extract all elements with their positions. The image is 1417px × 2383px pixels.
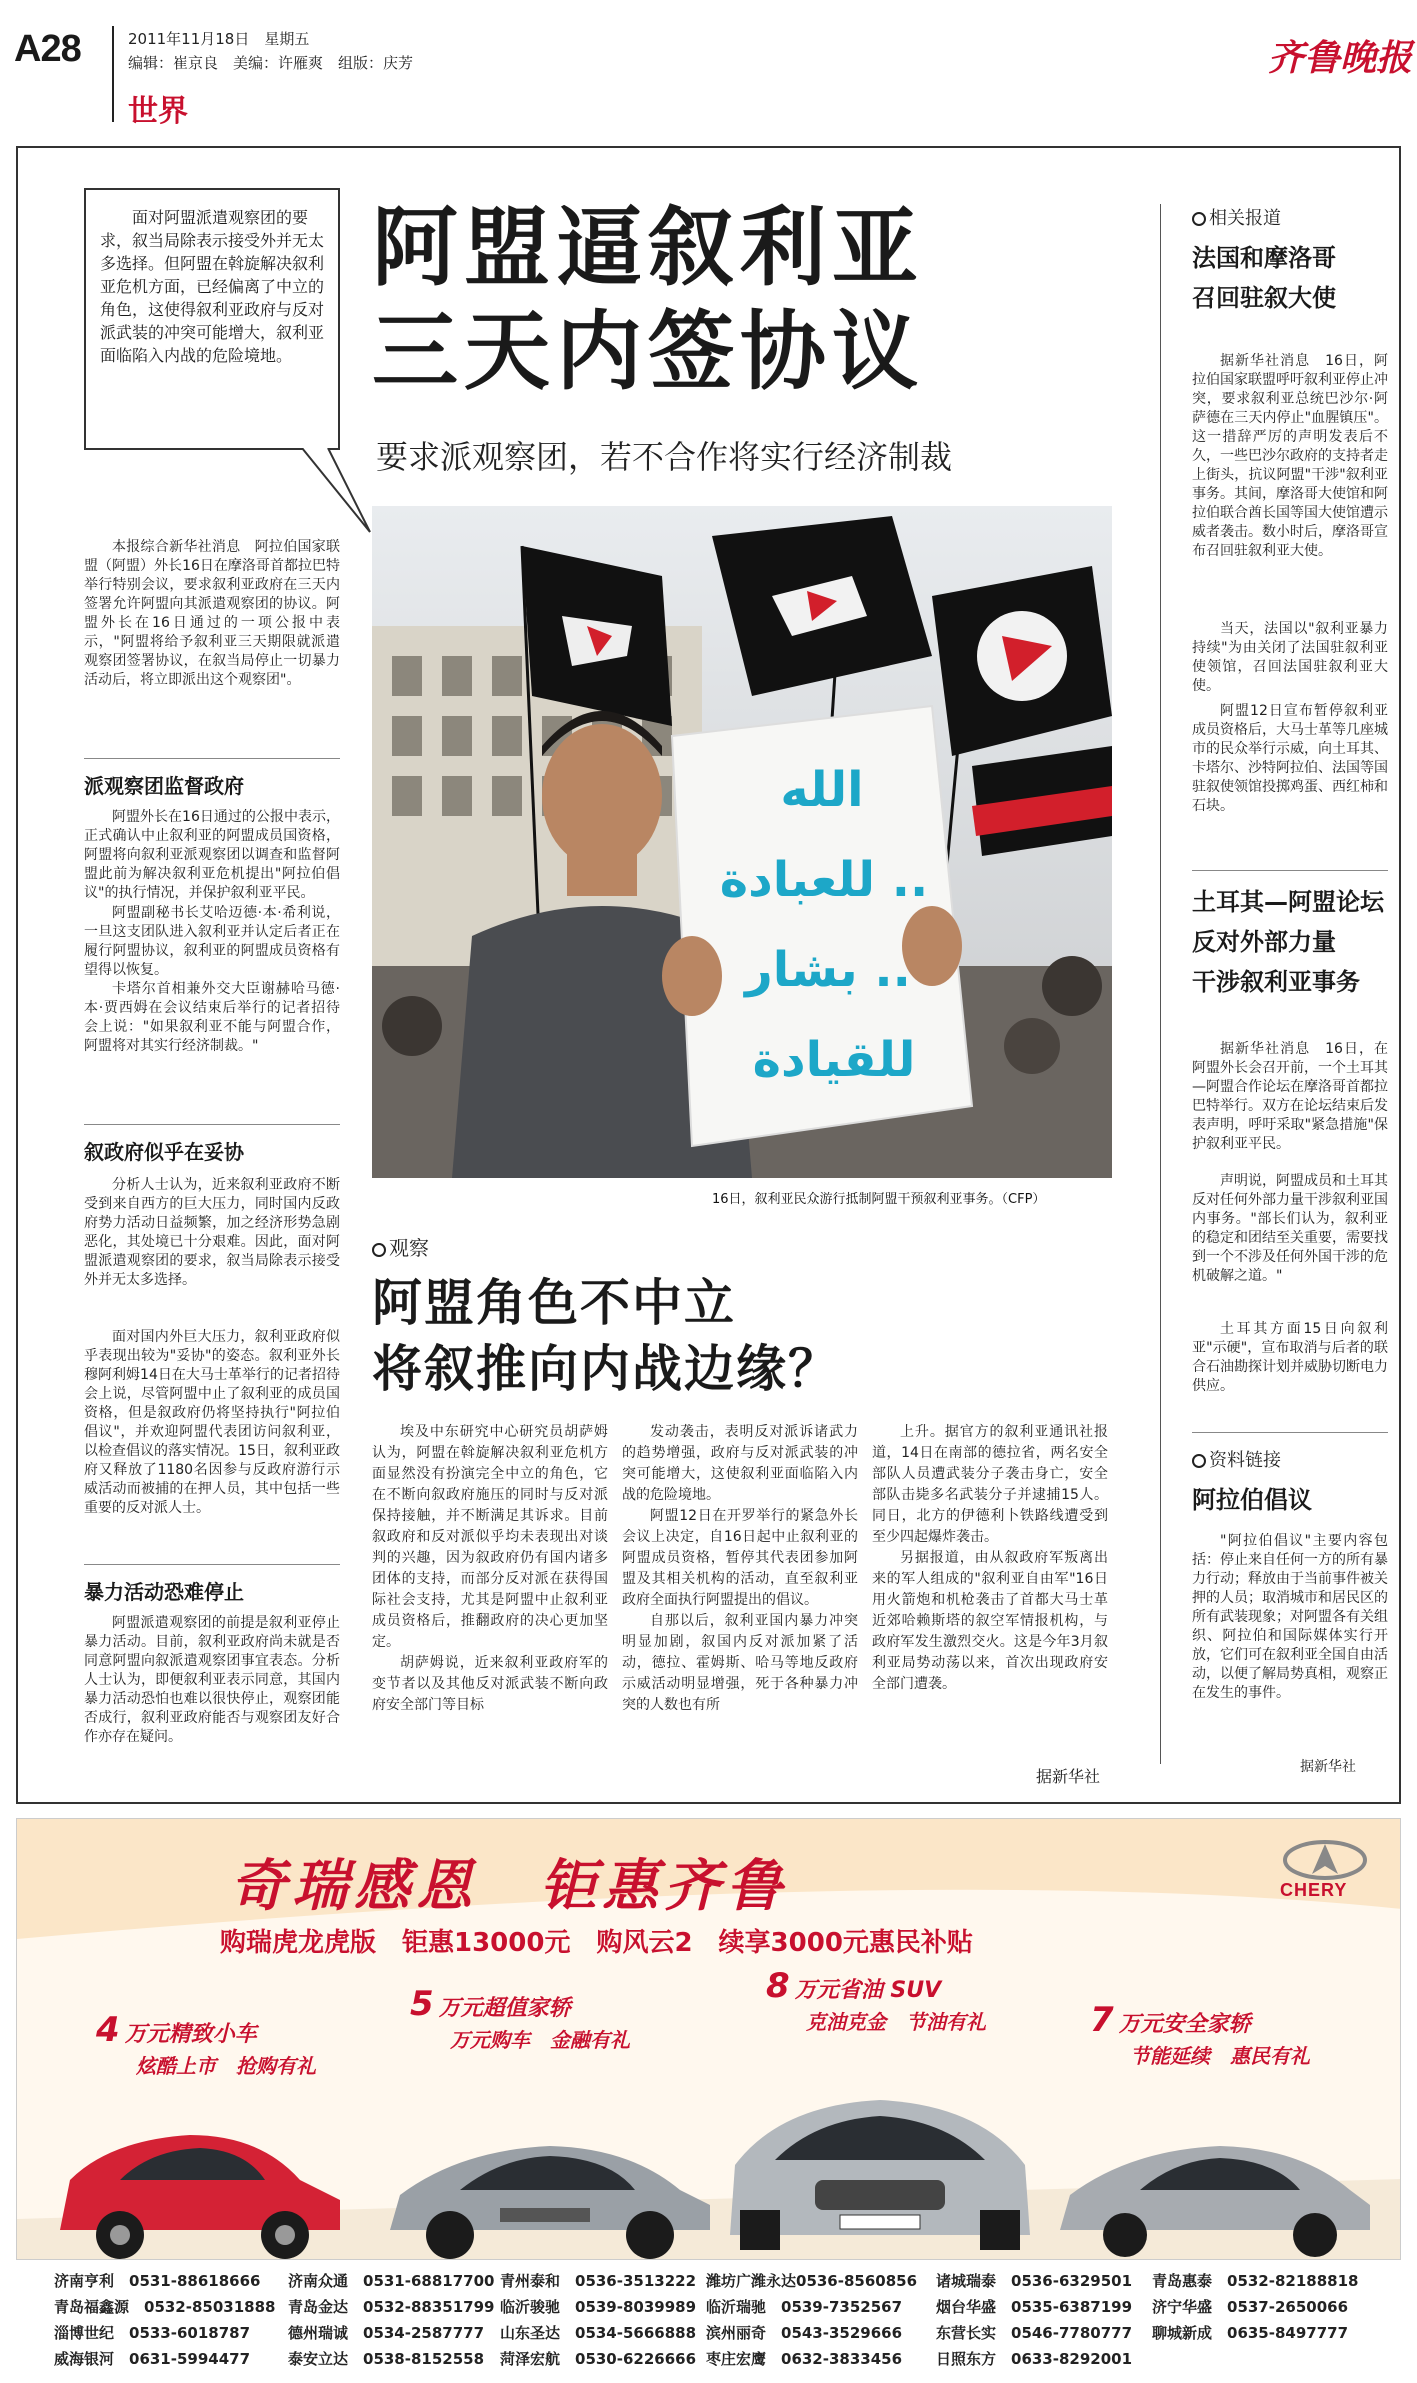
newspaper-masthead-logo: 齐鲁晚报 <box>1268 37 1413 79</box>
data-link-tag <box>1192 1446 1281 1472</box>
editor-line: 编辑：崔京良 美编：许雁爽 组版：庆芳 <box>128 54 414 72</box>
red-hatchback-car <box>60 2135 340 2259</box>
observation-label: 观察 <box>389 1236 429 1260</box>
dealer-entry: 菏泽宏航 0530-6226666 <box>500 2350 697 2368</box>
paragraph: 阿盟12日在开罗举行的紧急外长会议上决定，自16日起中止叙利亚的阿盟成员资格，暂停其代表团参加阿盟及其相关机构的活动，直至叙利亚政府全面执行阿盟提出的倡议。 <box>622 1508 858 1608</box>
headline-line-2: 三天内签协议 <box>372 301 924 402</box>
paragraph: 据新华社消息 16日，阿拉伯国家联盟呼吁叙利亚停止冲突，要求叙利亚总统巴沙尔·阿萨德在三天内停止"血腥镇压"。这一措辞严厉的声明发表后不久，一些巴沙尔政府的支持者走上街头，抗议阿盟"干涉"叙利亚事务。其间，摩洛哥大使馆和阿拉伯联合酋长国等国大使馆遭示威者袭击。数小时后，摩洛哥宣布召回驻叙利亚大使。 <box>1192 353 1388 559</box>
sign-text-3: بشار .. <box>745 942 911 998</box>
paragraph: 土耳其方面15日向叙利亚"示硬"，宣布取消与后者的联合石油勘探计划并威胁切断电力供应。 <box>1192 1321 1388 1394</box>
promo-title: 万元省油 SUV <box>794 1978 942 2003</box>
callout-text: 面对阿盟派遣观察团的要求，叙当局除表示接受外并无太多选择。但阿盟在斡旋解决叙利亚危机方面，已经偏离了中立的角色，这使得叙利亚政府与反对派武装的冲突可能增大，叙利亚面临陷入内战的危险境地。 <box>100 208 325 365</box>
dealer-entry: 青州泰和 0536-3513222 <box>500 2272 697 2290</box>
paragraph: "阿拉伯倡议"主要内容包括：停止来自任何一方的所有暴力行动；释放由于当前事件被关押的人员；取消城市和居民区的所有武装现象；对阿盟各有关组织、阿拉伯和国际媒体实行开放，它们可在叙利亚全国自由活动，以便了解局势真相，观察正在发生的事件。 <box>1192 1533 1388 1701</box>
subheading-violence: 暴力活动恐难停止 <box>84 1580 244 1604</box>
dealer-entry: 临沂瑞驰 0539-7352567 <box>706 2298 903 2316</box>
promo-3 <box>766 1966 986 2035</box>
chery-logo-icon <box>1280 1840 1370 1880</box>
sign-text-1: الله <box>780 762 864 818</box>
paragraph: 另据报道，由从叙政府军叛离出来的军人组成的"叙利亚自由军"16日用火箭炮和机枪袭击了首都大马士革近郊哈赖斯塔的叙空军情报机构，与政府军发生激烈交火。这是今年3月叙利亚局势动荡以来，首次出现政府安全部门遭袭。 <box>872 1550 1108 1692</box>
dealer-entry: 济南亨利 0531-88618666 <box>54 2272 261 2290</box>
date-line: 2011年11月18日 星期五 <box>128 30 310 48</box>
callout-tail <box>300 448 380 538</box>
paragraph: 发动袭击，表明反对派诉诸武力的趋势增强，政府与反对派武装的冲突可能增大，这使叙利亚面临陷入内战的危险境地。 <box>622 1424 858 1503</box>
headline-line: 土耳其—阿盟论坛 <box>1192 888 1384 916</box>
analysis-column-2 <box>622 1422 858 1716</box>
column-rule <box>1160 204 1161 1764</box>
promo-number: 7 <box>1090 2000 1114 2040</box>
dealer-entry: 德州瑞诚 0534-2587777 <box>288 2324 485 2342</box>
silver-suv-car <box>730 2100 1030 2250</box>
brand-name: CHERY <box>1280 1880 1348 1900</box>
paragraph: 阿盟12日宣布暂停叙利亚成员资格后，大马士革等几座城市的民众举行示威，向土耳其、卡塔尔、沙特阿拉伯、法国等国驻叙使领馆投掷鸡蛋、西红柿和石块。 <box>1192 703 1388 814</box>
promo-title: 万元超值家轿 <box>438 1996 571 2021</box>
headline-line: 反对外部力量 <box>1192 928 1336 956</box>
paragraph: 胡萨姆说，近来叙利亚政府军的变节者以及其他反对派武装不断向政府安全部门等目标 <box>372 1655 608 1713</box>
header-divider <box>112 26 114 122</box>
dealer-entry: 聊城新成 0635-8497777 <box>1152 2324 1349 2342</box>
promo-number: 5 <box>410 1984 434 2024</box>
promo-slogan: 炫酷上市 抢购有礼 <box>136 2054 316 2078</box>
paragraph: 声明说，阿盟成员和土耳其反对任何外部力量干涉叙利亚国内事务。"部长们认为，叙利亚的稳定和团结至关重要，需要找到一个不涉及任何外国干涉的危机破解之道。" <box>1192 1173 1388 1284</box>
headline-line: 干涉叙利亚事务 <box>1192 968 1360 996</box>
paragraph: 阿盟副秘书长艾哈迈德·本·希利说，一旦这支团队进入叙利亚并认定后者正在履行阿盟协议，叙利亚的阿盟成员资格有望得以恢复。 <box>84 905 340 978</box>
dealer-entry: 山东圣达 0534-5666888 <box>500 2324 697 2342</box>
sign-text-4: للقيادة <box>752 1032 916 1088</box>
promo-4 <box>1090 2000 1310 2069</box>
dealer-entry: 日照东方 0633-8292001 <box>936 2350 1133 2368</box>
promo-slogan: 节能延续 惠民有礼 <box>1130 2044 1310 2068</box>
photo-caption: 16日，叙利亚民众游行抵制阿盟干预叙利亚事务。（CFP） <box>712 1192 1046 1207</box>
silver-sedan-car-2 <box>1060 2146 1370 2257</box>
paragraph: 当天，法国以"叙利亚暴力持续"为由关闭了法国驻叙利亚使领馆，召回法国驻叙利亚大使。 <box>1192 621 1388 694</box>
dealer-entry: 潍坊广潍永达0536-8560856 <box>706 2272 918 2290</box>
paragraph: 自那以后，叙利亚国内暴力冲突明显加剧，叙国内反对派加紧了活动，德拉、霍姆斯、哈马等地反政府示威活动明显增强，死于各种暴力冲突的人数也有所 <box>622 1613 858 1713</box>
analysis-column-1 <box>372 1422 608 1716</box>
dealer-entry: 青岛福鑫源 0532-85031888 <box>54 2298 276 2316</box>
dealer-entry: 淄博世纪 0533-6018787 <box>54 2324 251 2342</box>
ad-subtitle: 购瑞虎龙虎版 钜惠13000元 购风云2 续享3000元惠民补贴 <box>220 1928 973 1958</box>
tag-circle-icon <box>1192 212 1206 226</box>
subheading-observers: 派观察团监督政府 <box>84 774 244 798</box>
news-source: 据新华社 <box>1300 1759 1356 1775</box>
ad-title: 奇瑞感恩 钜惠齐鲁 <box>230 1853 788 1919</box>
main-headline <box>372 196 1082 404</box>
dealer-entry: 威海银河 0631-5994477 <box>54 2350 251 2368</box>
paragraph: 上升。据官方的叙利亚通讯社报道，14日在南部的德拉省，两名安全部队人员遭武装分子袭击身亡，安全部队击毙多名武装分子并逮捕15人。同日，北方的伊德利卜铁路线遭受到至少四起爆炸袭击。 <box>872 1424 1108 1545</box>
paragraph: 埃及中东研究中心研究员胡萨姆认为，阿盟在斡旋解决叙利亚危机方面显然没有扮演完全中立的角色，它在不断向叙政府施压的同时与反对派保持接触，并不断满足其诉求。目前叙政府和反对派似乎均未表现出对谈判的兴趣，因为叙政府仍有国内诸多团体的支持，而部分反对派在获得国际社会支持，尤其是阿盟中止叙利亚成员资格后，推翻政府的决心更加坚定。 <box>372 1424 608 1650</box>
promo-1 <box>96 2010 316 2079</box>
page-number: A28 <box>14 28 81 70</box>
paragraph: 阿盟派遣观察团的前提是叙利亚停止暴力活动。目前，叙利亚政府尚未就是否同意阿盟向叙派遣观察团事宜表态。分析人士认为，即便叙利亚表示同意，其国内暴力活动恐怕也难以很快停止，观察团能否成行，叙利亚政府能否与观察团友好合作亦存在疑问。 <box>84 1615 340 1745</box>
headline-line: 法国和摩洛哥 <box>1192 244 1336 272</box>
dealer-list <box>16 2260 1401 2380</box>
paragraph: 据新华社消息 16日，在阿盟外长会召开前，一个土耳其—阿盟合作论坛在摩洛哥首都拉巴特举行。双方在论坛结束后发表声明，呼吁采取"紧急措施"保护叙利亚平民。 <box>1192 1041 1388 1152</box>
headline-line-1: 阿盟逼叙利亚 <box>372 197 924 298</box>
analysis-headline <box>372 1270 840 1402</box>
dealer-entry: 青岛惠泰 0532-82188818 <box>1152 2272 1359 2290</box>
silver-sedan-car <box>390 2146 710 2259</box>
dealer-entry: 诸城瑞泰 0536-6329501 <box>936 2272 1133 2290</box>
data-link-label: 资料链接 <box>1209 1450 1281 1471</box>
protest-photo-illustration <box>372 506 1112 1178</box>
paragraph: 分析人士认为，近来叙利亚政府不断受到来自西方的巨大压力，同时国内反政府势力活动日益频繁，加之经济形势急剧恶化，其处境已十分艰难。因此，面对阿盟派遣观察团的要求，叙当局除表示接受外并无太多选择。 <box>84 1177 340 1288</box>
promo-title: 万元安全家轿 <box>1118 2012 1251 2037</box>
promo-title: 万元精致小车 <box>124 2022 257 2047</box>
related-report-label: 相关报道 <box>1209 208 1281 229</box>
section-name: 世界 <box>128 94 188 129</box>
headline-line: 将叙推向内战边缘？ <box>372 1339 840 1398</box>
related-headline-3: 阿拉伯倡议 <box>1192 1486 1312 1514</box>
sign-text-2: للعبادة .. <box>719 852 929 908</box>
dealer-entry: 泰安立达 0538-8152558 <box>288 2350 485 2368</box>
dealer-entry: 滨州丽奇 0543-3529666 <box>706 2324 903 2342</box>
promo-number: 8 <box>766 1966 790 2006</box>
tag-circle-icon <box>372 1243 386 1257</box>
promo-2 <box>410 1984 630 2053</box>
car-lineup <box>40 2080 1380 2260</box>
promo-number: 4 <box>96 2010 120 2050</box>
dealer-entry: 临沂骏驰 0539-8039989 <box>500 2298 697 2316</box>
promo-slogan: 万元购车 金融有礼 <box>450 2028 630 2052</box>
headline-line: 召回驻叙大使 <box>1192 284 1336 312</box>
column-separator <box>1192 870 1388 871</box>
related-headline-2 <box>1192 882 1384 1002</box>
headline-line: 阿盟角色不中立 <box>372 1273 736 1332</box>
observation-tag <box>372 1232 429 1261</box>
dealer-entry: 济宁华盛 0537-2650066 <box>1152 2298 1349 2316</box>
sub-headline: 要求派观察团，若不合作将实行经济制裁 <box>376 438 953 476</box>
news-photo <box>372 506 1112 1178</box>
paragraph: 面对国内外巨大压力，叙利亚政府似乎表现出较为"妥协"的姿态。叙利亚外长穆阿利姆14日在大马士革举行的记者招待会上说，尽管阿盟中止了叙利亚的成员国资格，但是叙政府仍将坚持执行"阿拉伯倡议"，并欢迎阿盟代表团访问叙利亚，以检查倡议的落实情况。15日，叙利亚政府又释放了1180名因参与反政府游行示威活动而被捕的在押人员，其中包括一些重要的反对派人士。 <box>84 1329 340 1516</box>
paragraph: 阿盟外长在16日通过的公报中表示，正式确认中止叙利亚的阿盟成员国资格，阿盟将向叙利亚派观察团以调查和监督阿盟此前为解决叙利亚危机提出"阿拉伯倡议"的执行情况，并保护叙利亚平民。 <box>84 809 340 901</box>
dealer-entry: 烟台华盛 0535-6387199 <box>936 2298 1133 2316</box>
promo-slogan: 克油克金 节油有礼 <box>806 2010 986 2034</box>
column-separator <box>1192 1432 1388 1433</box>
column-separator <box>84 1564 340 1565</box>
related-report-tag <box>1192 204 1281 230</box>
column-separator <box>84 1124 340 1125</box>
callout-box <box>84 188 340 450</box>
analysis-column-3 <box>872 1422 1108 1695</box>
subheading-compromise: 叙政府似乎在妥协 <box>84 1140 244 1164</box>
dealer-entry: 青岛金达 0532-88351799 <box>288 2298 495 2316</box>
news-source: 据新华社 <box>1036 1767 1101 1786</box>
related-headline-1 <box>1192 238 1336 318</box>
lead-paragraph: 本报综合新华社消息 阿拉伯国家联盟（阿盟）外长16日在摩洛哥首都拉巴特举行特别会议，要求叙利亚政府在三天内签署允许阿盟向其派遣观察团的协议。阿盟外长在16日通过的一项公报中表示，"阿盟将给予叙利亚三天期限就派遣观察团签署协议，在叙当局停止一切暴力活动后，将立即派出这个观察团"。 <box>84 539 340 688</box>
column-separator <box>84 758 340 759</box>
paragraph: 卡塔尔首相兼外交大臣谢赫哈马德·本·贾西姆在会议结束后举行的记者招待会上说："如果叙利亚不能与阿盟合作，阿盟将对其实行经济制裁。" <box>84 981 340 1054</box>
dealer-entry: 济南众通 0531-68817700 <box>288 2272 495 2290</box>
dealer-entry: 东营长实 0546-7780777 <box>936 2324 1133 2342</box>
tag-circle-icon <box>1192 1454 1206 1468</box>
dealer-entry: 枣庄宏鹰 0632-3833456 <box>706 2350 903 2368</box>
